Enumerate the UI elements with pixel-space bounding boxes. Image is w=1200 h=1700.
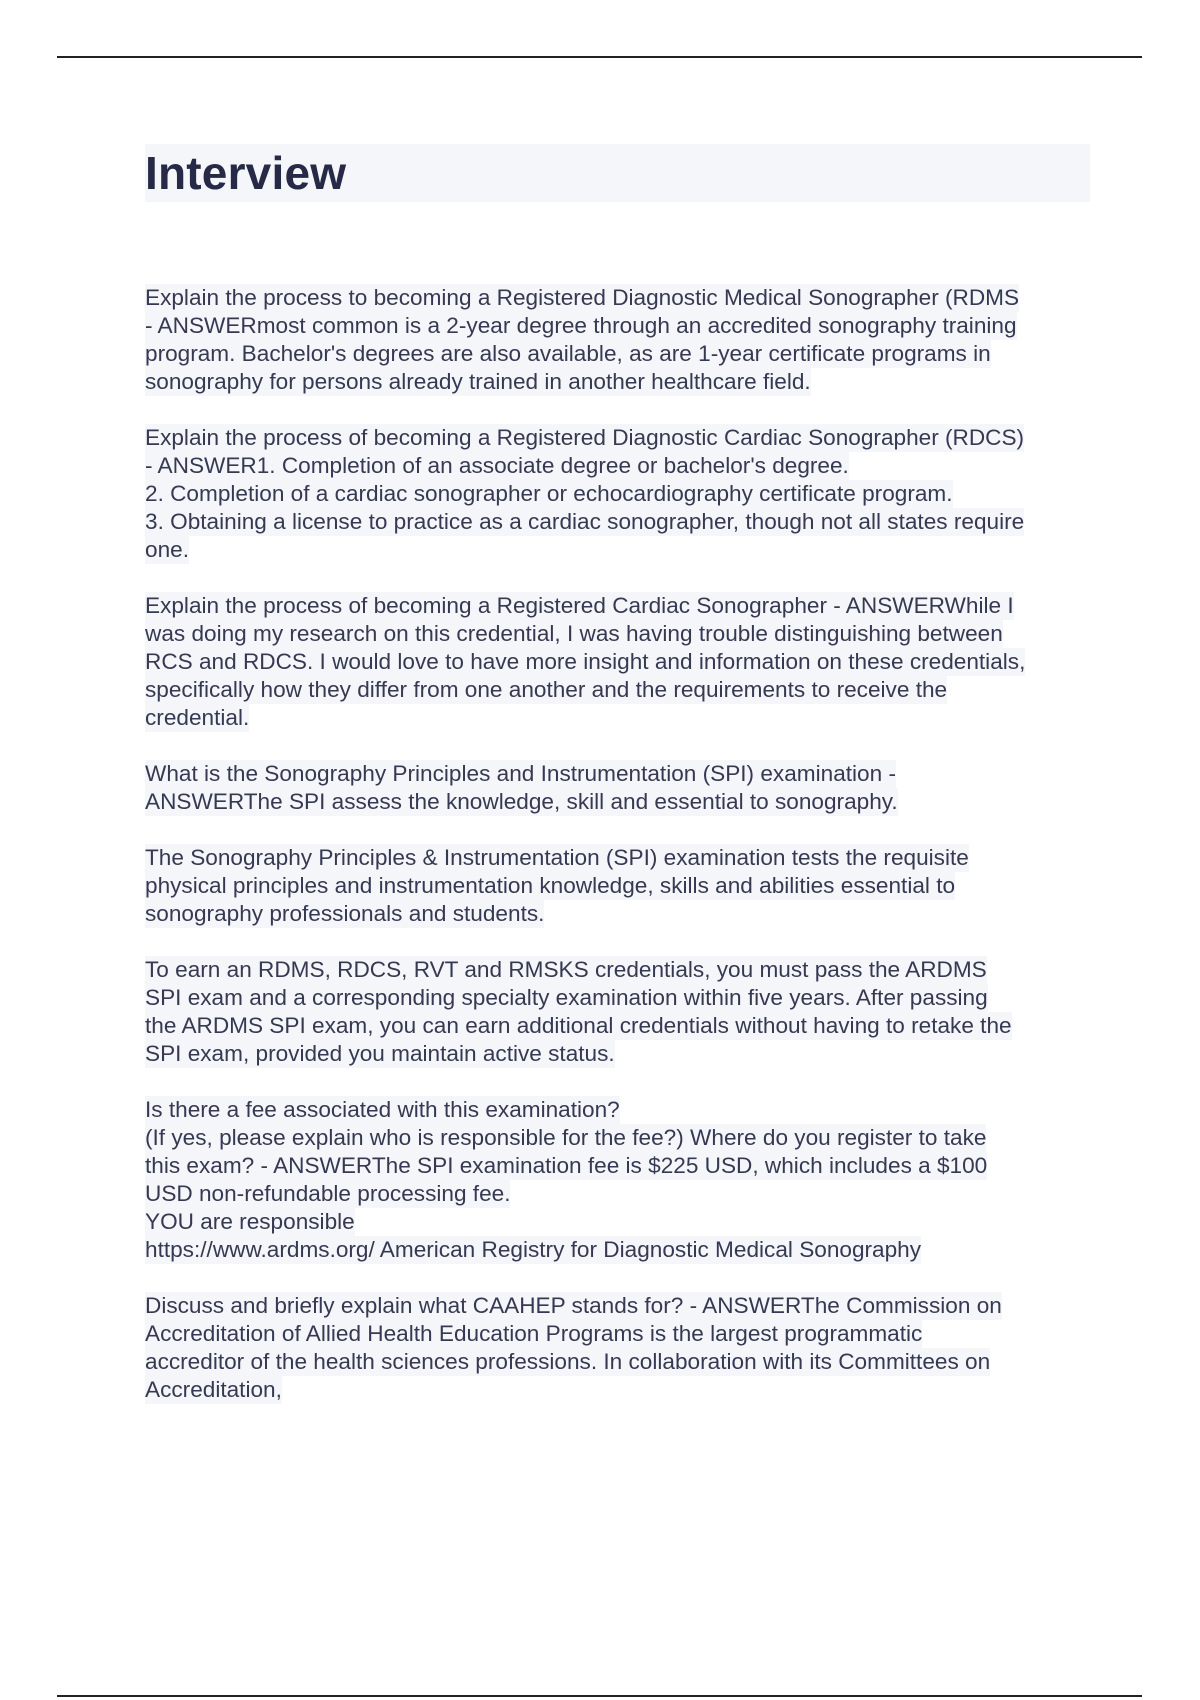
text-line: Accreditation, <box>145 1377 282 1402</box>
qa-paragraph <box>145 1292 1095 1404</box>
qa-paragraph <box>145 424 1095 564</box>
bottom-rule <box>57 1695 1142 1697</box>
text-line: https://www.ardms.org/ American Registry for Diagnostic Medical Sonography <box>145 1237 922 1262</box>
text-line: - ANSWER1. Completion of an associate degree or bachelor's degree. <box>145 453 849 478</box>
text-line: 2. Completion of a cardiac sonographer or echocardiography certificate program. <box>145 481 953 506</box>
text-line: 3. Obtaining a license to practice as a cardiac sonographer, though not all states require <box>145 509 1025 534</box>
text-line: SPI exam, provided you maintain active status. <box>145 1041 615 1066</box>
text-line: The Sonography Principles & Instrumentation (SPI) examination tests the requisite <box>145 845 969 870</box>
qa-paragraph <box>145 1096 1095 1264</box>
text-line: Accreditation of Allied Health Education Programs is the largest programmatic <box>145 1321 923 1346</box>
qa-paragraph <box>145 760 1095 816</box>
text-line: USD non-refundable processing fee. <box>145 1181 511 1206</box>
text-line: one. <box>145 537 189 562</box>
text-line: To earn an RDMS, RDCS, RVT and RMSKS credentials, you must pass the ARDMS <box>145 957 987 982</box>
text-line: physical principles and instrumentation knowledge, skills and abilities essential to <box>145 873 956 898</box>
text-line: Discuss and briefly explain what CAAHEP stands for? - ANSWERThe Commission on <box>145 1293 1002 1318</box>
document-body <box>145 284 1095 1432</box>
qa-paragraph <box>145 284 1095 396</box>
page-title: Interview <box>145 147 347 199</box>
text-line: Is there a fee associated with this examination? <box>145 1097 620 1122</box>
text-line: was doing my research on this credential, I was having trouble distinguishing between <box>145 621 1003 646</box>
text-line: the ARDMS SPI exam, you can earn additional credentials without having to retake the <box>145 1013 1012 1038</box>
text-line: specifically how they differ from one another and the requirements to receive the <box>145 677 948 702</box>
text-line: - ANSWERmost common is a 2-year degree through an accredited sonography training <box>145 313 1017 338</box>
top-rule <box>57 56 1142 58</box>
text-line: credential. <box>145 705 250 730</box>
text-line: SPI exam and a corresponding specialty examination within five years. After passing <box>145 985 988 1010</box>
qa-paragraph <box>145 844 1095 928</box>
qa-paragraph <box>145 956 1095 1068</box>
text-line: accreditor of the health sciences professions. In collaboration with its Committees on <box>145 1349 991 1374</box>
text-line: YOU are responsible <box>145 1209 355 1234</box>
text-line: sonography professionals and students. <box>145 901 545 926</box>
qa-paragraph <box>145 592 1095 732</box>
text-line: sonography for persons already trained in another healthcare field. <box>145 369 811 394</box>
text-line: Explain the process of becoming a Registered Cardiac Sonographer - ANSWERWhile I <box>145 593 1014 618</box>
text-line: Explain the process to becoming a Registered Diagnostic Medical Sonographer (RDMS <box>145 285 1020 310</box>
text-line: Explain the process of becoming a Registered Diagnostic Cardiac Sonographer (RDCS) <box>145 425 1025 450</box>
text-line: this exam? - ANSWERThe SPI examination fee is $225 USD, which includes a $100 <box>145 1153 988 1178</box>
text-line: What is the Sonography Principles and Instrumentation (SPI) examination - <box>145 761 896 786</box>
text-line: ANSWERThe SPI assess the knowledge, skill and essential to sonography. <box>145 789 898 814</box>
text-line: (If yes, please explain who is responsible for the fee?) Where do you register to take <box>145 1125 987 1150</box>
text-line: RCS and RDCS. I would love to have more insight and information on these credentials, <box>145 649 1026 674</box>
text-line: program. Bachelor's degrees are also available, as are 1-year certificate programs in <box>145 341 991 366</box>
